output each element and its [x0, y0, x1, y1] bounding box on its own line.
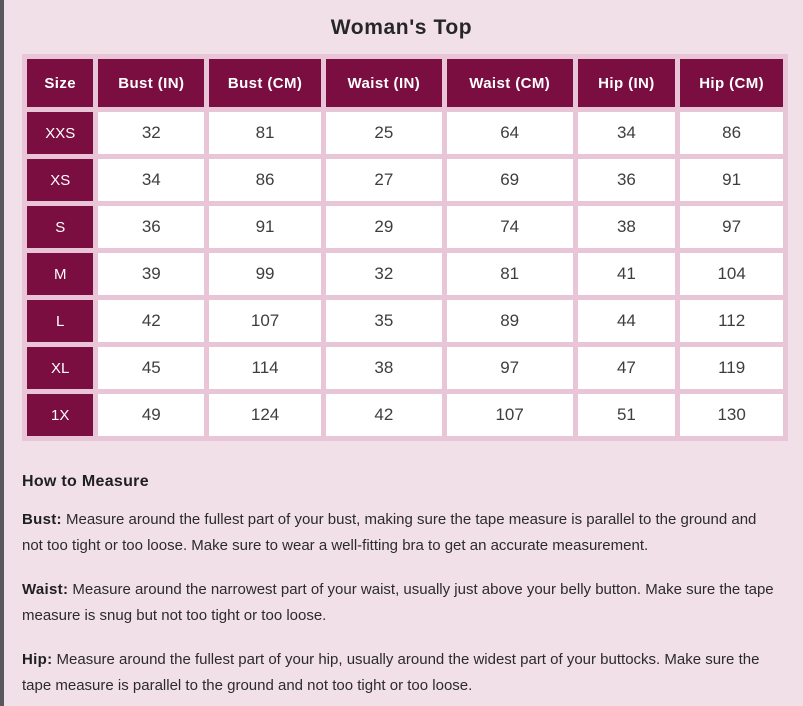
measure-hip-label: Hip:	[22, 651, 53, 668]
measure-waist-paragraph	[22, 577, 779, 629]
size-cell: XXS	[27, 112, 93, 154]
value-cell: 114	[209, 347, 321, 389]
measure-waist-label: Waist:	[22, 581, 69, 598]
value-cell: 81	[447, 253, 573, 295]
value-cell: 130	[680, 394, 783, 436]
size-cell: M	[27, 253, 93, 295]
measure-bust-label: Bust:	[22, 511, 62, 528]
value-cell: 32	[326, 253, 442, 295]
value-cell: 39	[98, 253, 204, 295]
value-cell: 104	[680, 253, 783, 295]
value-cell: 34	[578, 112, 676, 154]
value-cell: 32	[98, 112, 204, 154]
value-cell: 74	[447, 206, 573, 248]
value-cell: 99	[209, 253, 321, 295]
value-cell: 45	[98, 347, 204, 389]
table-row	[27, 300, 783, 342]
column-header-hip-cm: Hip (CM)	[680, 59, 783, 107]
value-cell: 69	[447, 159, 573, 201]
column-header-hip-in: Hip (IN)	[578, 59, 676, 107]
value-cell: 91	[680, 159, 783, 201]
value-cell: 27	[326, 159, 442, 201]
size-cell: S	[27, 206, 93, 248]
value-cell: 51	[578, 394, 676, 436]
measure-bust-text: Measure around the fullest part of your bust, making sure the tape measure is parallel to the ground and not too tight or too loose. Make sure to wear a well-fitting bra to get an accurate measurement.	[22, 511, 757, 554]
value-cell: 25	[326, 112, 442, 154]
value-cell: 42	[98, 300, 204, 342]
value-cell: 38	[326, 347, 442, 389]
value-cell: 89	[447, 300, 573, 342]
value-cell: 49	[98, 394, 204, 436]
measure-waist-text: Measure around the narrowest part of your waist, usually just above your belly button. Make sure the tape measure is snug but not too tight or too loose.	[22, 581, 774, 624]
value-cell: 86	[209, 159, 321, 201]
value-cell: 86	[680, 112, 783, 154]
value-cell: 34	[98, 159, 204, 201]
column-header-bust-cm: Bust (CM)	[209, 59, 321, 107]
value-cell: 36	[578, 159, 676, 201]
value-cell: 64	[447, 112, 573, 154]
size-cell: 1X	[27, 394, 93, 436]
how-to-measure-section	[22, 473, 779, 699]
table-row	[27, 253, 783, 295]
how-to-measure-heading: How to Measure	[22, 473, 149, 490]
size-chart-header	[27, 59, 783, 107]
column-header-waist-cm: Waist (CM)	[447, 59, 573, 107]
table-row	[27, 347, 783, 389]
value-cell: 97	[447, 347, 573, 389]
value-cell: 81	[209, 112, 321, 154]
value-cell: 119	[680, 347, 783, 389]
window-edge-strip	[0, 0, 4, 706]
measure-hip-text: Measure around the fullest part of your hip, usually around the widest part of your buttocks. Make sure the tape measure is parallel to the ground and not too tight or too loose.	[22, 651, 760, 694]
table-row	[27, 206, 783, 248]
value-cell: 35	[326, 300, 442, 342]
value-cell: 124	[209, 394, 321, 436]
table-row	[27, 112, 783, 154]
value-cell: 36	[98, 206, 204, 248]
table-row	[27, 394, 783, 436]
value-cell: 44	[578, 300, 676, 342]
size-chart-body	[27, 112, 783, 436]
table-row	[27, 159, 783, 201]
column-header-bust-in: Bust (IN)	[98, 59, 204, 107]
column-header-size: Size	[27, 59, 93, 107]
value-cell: 91	[209, 206, 321, 248]
size-chart-table	[22, 54, 788, 441]
value-cell: 41	[578, 253, 676, 295]
size-cell: XS	[27, 159, 93, 201]
value-cell: 38	[578, 206, 676, 248]
measure-hip-paragraph	[22, 647, 779, 699]
value-cell: 107	[209, 300, 321, 342]
column-header-waist-in: Waist (IN)	[326, 59, 442, 107]
page-title: Woman's Top	[330, 16, 473, 39]
size-cell: L	[27, 300, 93, 342]
value-cell: 29	[326, 206, 442, 248]
value-cell: 47	[578, 347, 676, 389]
value-cell: 42	[326, 394, 442, 436]
value-cell: 112	[680, 300, 783, 342]
value-cell: 107	[447, 394, 573, 436]
measure-bust-paragraph	[22, 507, 779, 559]
size-cell: XL	[27, 347, 93, 389]
value-cell: 97	[680, 206, 783, 248]
